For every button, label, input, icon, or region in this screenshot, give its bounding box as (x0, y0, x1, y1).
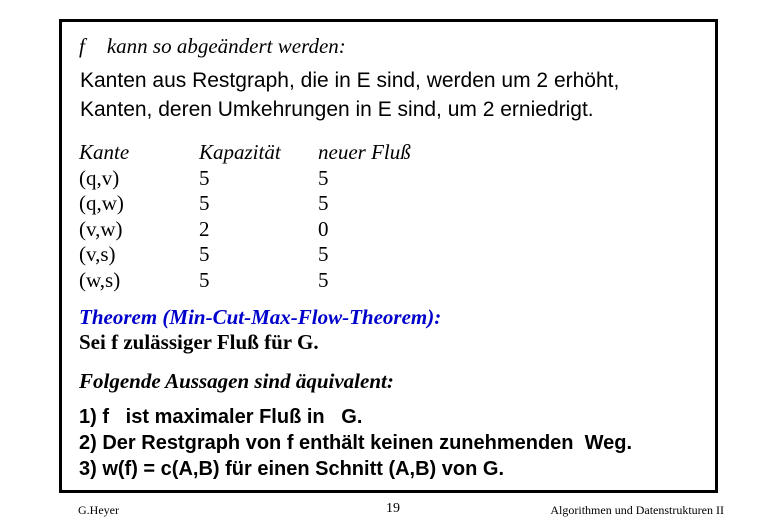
statement-item: 1) f ist maximaler Fluß in G. (79, 406, 363, 428)
table-cell: (v,w) (79, 216, 123, 241)
table-cell: 0 (318, 216, 329, 241)
table-cell: 5 (199, 267, 210, 292)
column-kapazitaet (199, 140, 281, 293)
table-cell: 5 (318, 165, 329, 190)
intro-line: Kanten, deren Umkehrungen in E sind, um 2 erniedrigt. (80, 98, 594, 121)
table-header: neuer Fluß (318, 140, 411, 164)
page-number: 19 (386, 501, 400, 516)
table-cell: (q,w) (79, 191, 124, 215)
footer-author: G.Heyer (78, 503, 119, 517)
footer-course: Algorithmen und Datenstrukturen II (550, 503, 724, 517)
table-cell: 5 (318, 242, 329, 266)
slide-title (79, 34, 346, 59)
title-symbol: f (79, 34, 85, 58)
table-cell: 5 (199, 242, 210, 266)
theorem-body: Sei f zulässiger Fluß für G. (79, 330, 319, 354)
table-cell: 2 (199, 216, 210, 241)
table-cell: 5 (318, 191, 329, 215)
statement-item: 2) Der Restgraph von f enthält keinen zunehmenden Weg. (79, 432, 633, 454)
column-kante (79, 140, 129, 293)
table-cell: 5 (199, 191, 210, 215)
table-cell: (q,v) (79, 165, 120, 190)
table-cell: 5 (318, 267, 329, 292)
table-header: Kapazität (199, 140, 281, 164)
title-text: kann so abgeändert werden: (106, 34, 346, 58)
statement-item: 3) w(f) = c(A,B) für einen Schnitt (A,B) von G. (79, 458, 504, 480)
table-cell: (w,s) (79, 267, 121, 292)
table-header: Kante (79, 140, 130, 164)
intro-text (80, 66, 619, 124)
table-cell: (v,s) (79, 242, 116, 266)
intro-line: Kanten aus Restgraph, die in E sind, werden um 2 erhöht, (80, 69, 620, 92)
column-neuer-fluss (318, 140, 411, 293)
statement-list (79, 404, 632, 482)
equivalence-heading: Folgende Aussagen sind äquivalent: (79, 369, 394, 393)
theorem-title: Theorem (Min-Cut-Max-Flow-Theorem): (79, 305, 442, 329)
table-cell: 5 (199, 165, 210, 190)
